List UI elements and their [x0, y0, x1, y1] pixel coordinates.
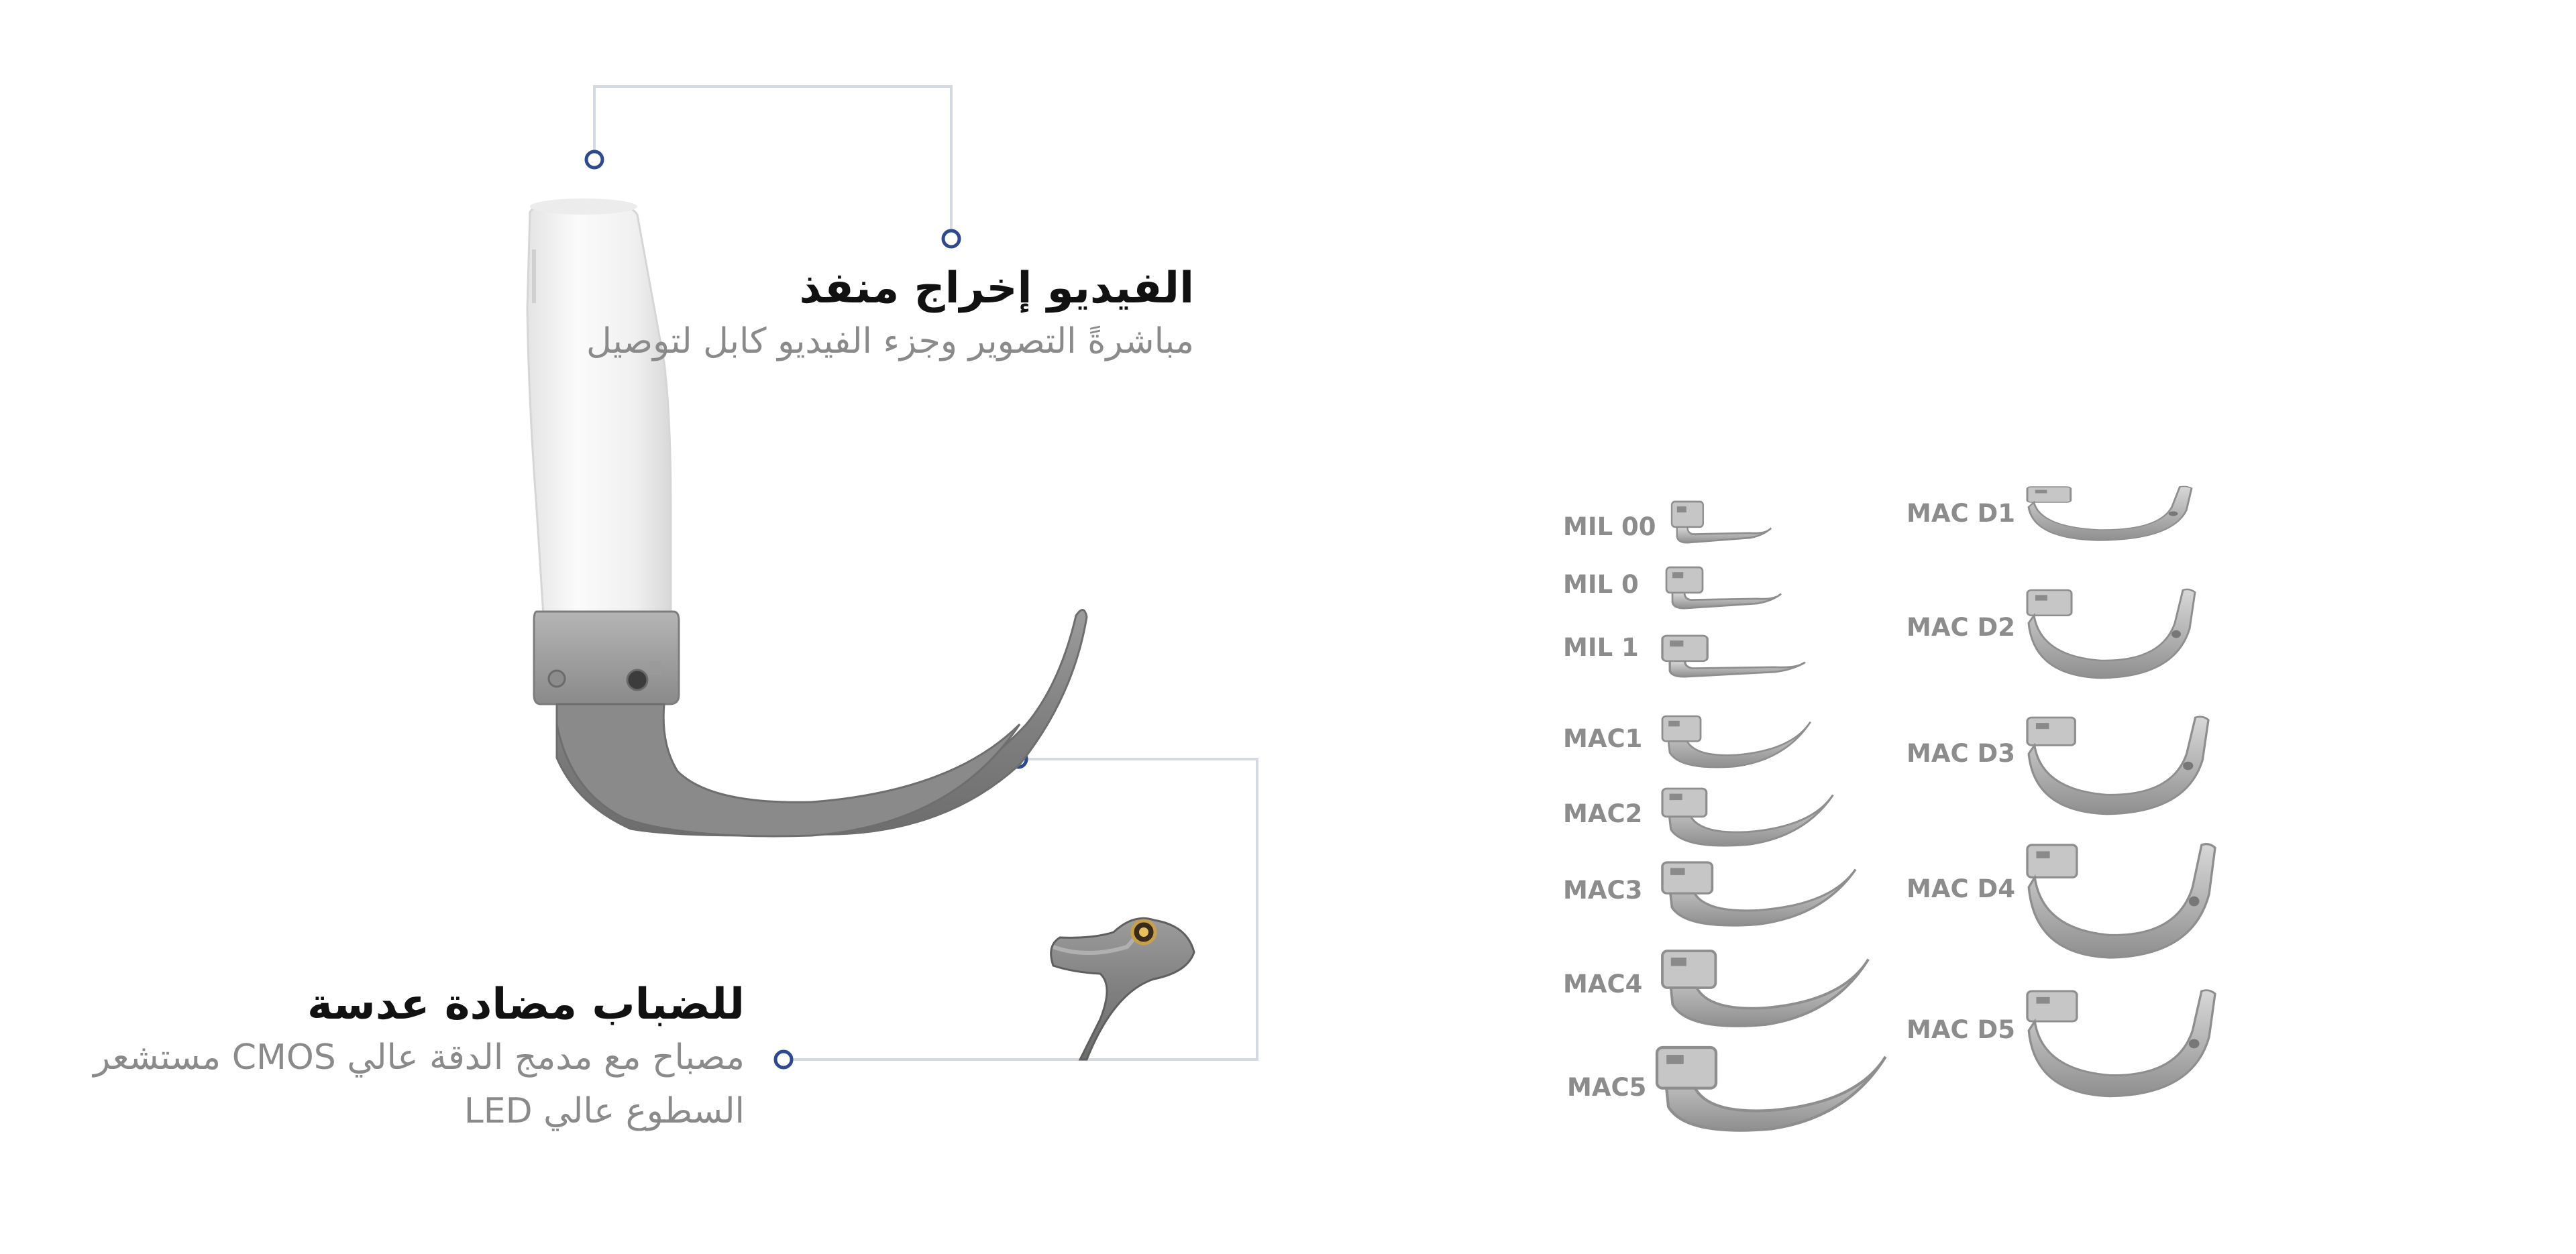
blade-image-mil-1 [1662, 636, 1805, 677]
blade-image-mil-00 [1672, 502, 1771, 543]
blade-image-mac3 [1662, 862, 1856, 925]
blade-label-mil-1: MIL 1 [1563, 633, 1639, 662]
anti-fog-lens-description: مصباح مع مدمج الدقة عالي CMOS مستشعر السطوع عالي LED [93, 1037, 745, 1132]
video-output-callout [456, 263, 1194, 368]
blade-label-mac3: MAC3 [1563, 876, 1643, 905]
blade-image-mac-d3 [2027, 717, 2208, 814]
video-output-description: مباشرةً التصوير وجزء الفيديو كابل لتوصيل [586, 321, 1194, 361]
blade-image-mac1 [1662, 716, 1811, 767]
blade-image-mil-0 [1666, 567, 1781, 608]
blade-label-mac5: MAC5 [1567, 1073, 1647, 1102]
blade-label-mac-d3: MAC D3 [1907, 739, 2015, 768]
blade-label-mac1: MAC1 [1563, 724, 1643, 753]
blade-image-mac-d2 [2027, 589, 2195, 678]
anti-fog-lens-callout [74, 979, 745, 1139]
blade-image-mac-d4 [2027, 844, 2215, 958]
blade-label-mil-00: MIL 00 [1563, 512, 1656, 541]
blade-label-mac-d1: MAC D1 [1907, 499, 2015, 528]
top-callout-leader [586, 87, 959, 247]
blade-label-mac-d2: MAC D2 [1907, 613, 2015, 642]
blade-label-mac2: MAC2 [1563, 799, 1643, 828]
blade-label-mil-0: MIL 0 [1563, 570, 1639, 599]
blade-image-mac-d1 [2027, 486, 2192, 540]
anti-fog-lens-title: للضباب مضادة عدسة [307, 980, 745, 1029]
blade-label-mac4: MAC4 [1563, 970, 1643, 999]
blade-label-mac-d4: MAC D4 [1907, 874, 2015, 903]
lens-tip-closeup [1051, 918, 1194, 1060]
blade-image-mac4 [1662, 951, 1868, 1026]
blade-image-mac5 [1657, 1047, 1886, 1131]
blade-image-mac2 [1662, 789, 1833, 846]
blade-image-mac-d5 [2027, 990, 2215, 1096]
video-output-title: الفيديو إخراج منفذ [799, 264, 1194, 313]
blade-label-mac-d5: MAC D5 [1907, 1015, 2015, 1044]
